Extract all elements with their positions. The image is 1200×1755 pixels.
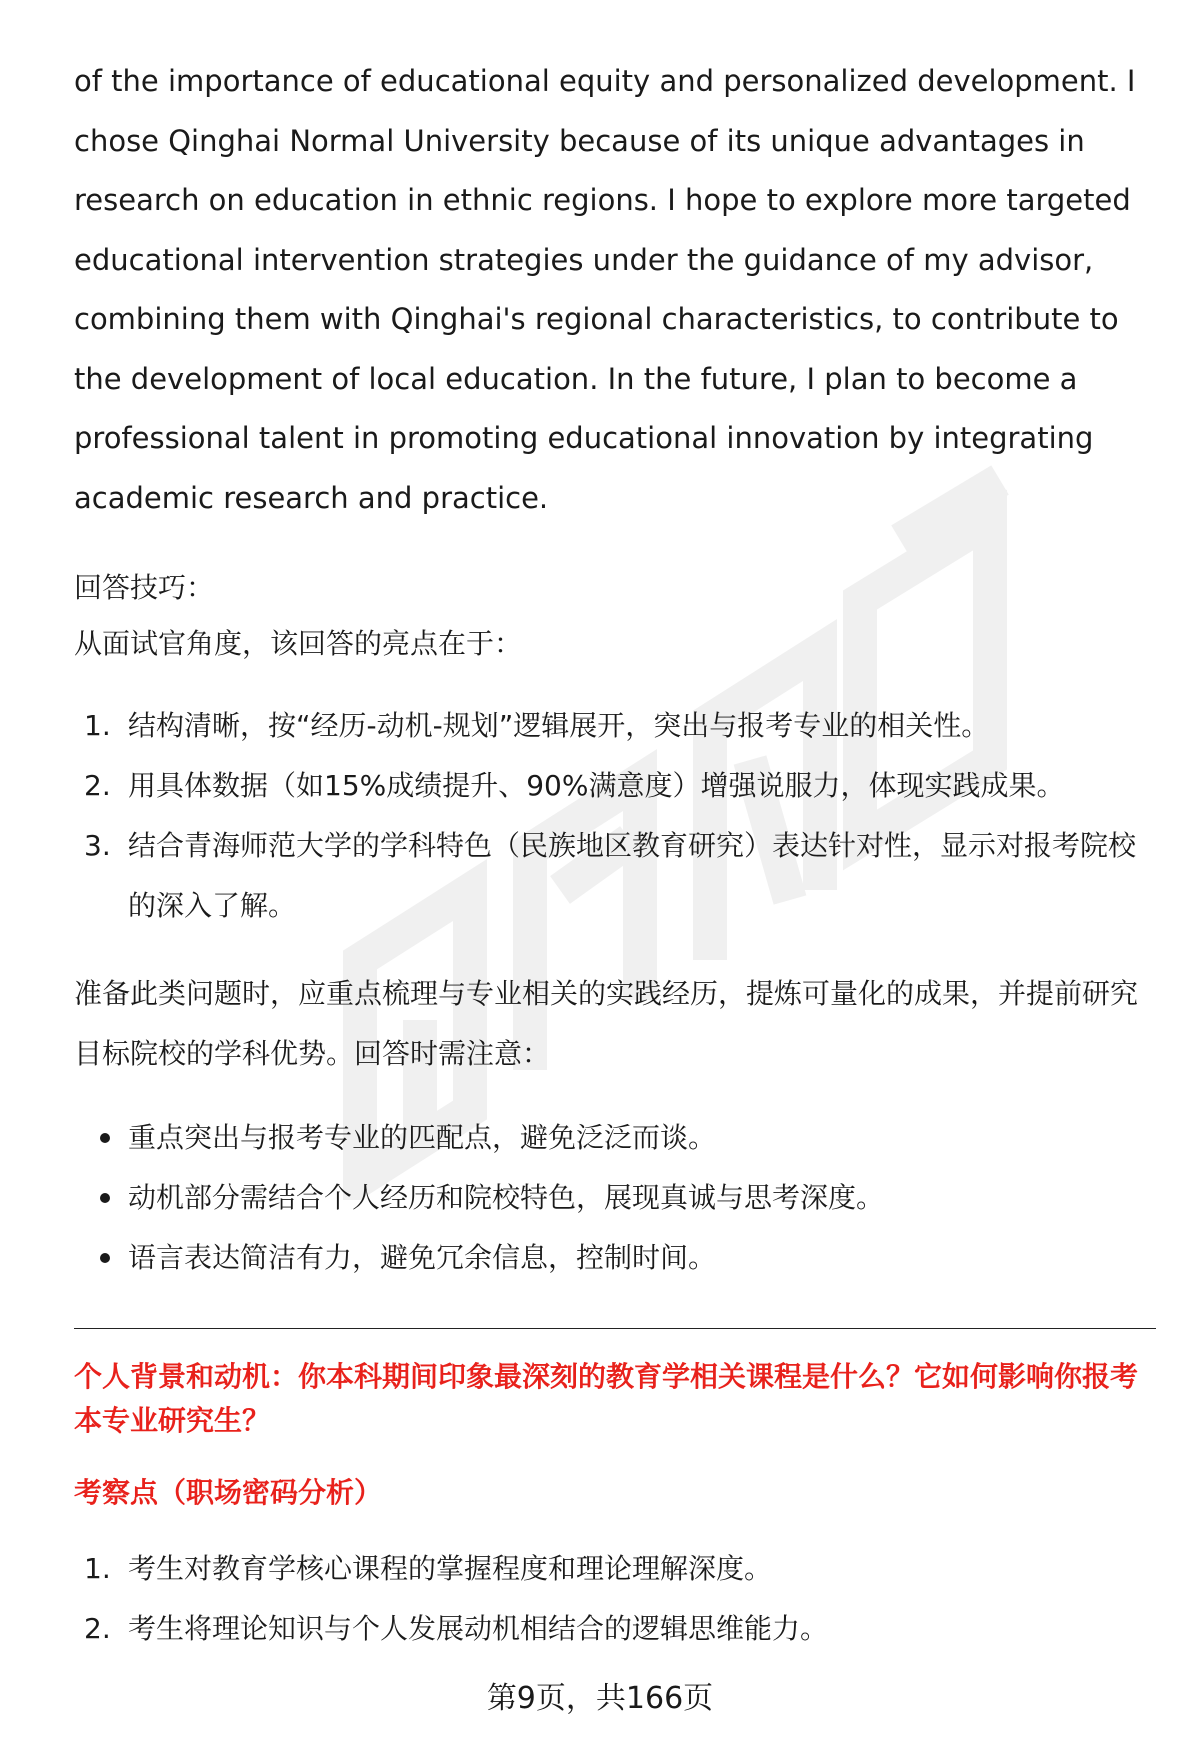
list-item-text: 用具体数据（如15%成绩提升、90%满意度）增强说服力，体现实践成果。 [128,769,1065,802]
question-heading: 个人背景和动机：你本科期间印象最深刻的教育学相关课程是什么？它如何影响你报考本专业研究生？ [74,1360,1139,1437]
list-item-text: 动机部分需结合个人经历和院校特色，展现真诚与思考深度。 [128,1181,885,1214]
page-content [74,52,1156,1659]
list-item [74,1539,1156,1599]
list-number: 1. [84,1552,111,1585]
prep-bullets [74,1108,1156,1288]
bullet-icon [100,1193,110,1203]
tips-intro: 从面试官角度，该回答的亮点在于： [74,627,523,660]
list-item [74,756,1156,816]
list-item [74,1228,1156,1288]
tips-label: 回答技巧： [74,571,215,604]
list-item [74,696,1156,756]
list-item-text: 考生将理论知识与个人发展动机相结合的逻辑思维能力。 [128,1612,829,1645]
list-item [74,1108,1156,1168]
list-item-text: 结构清晰，按“经历-动机-规划”逻辑展开，突出与报考专业的相关性。 [128,709,990,742]
assessment-points-heading: 考察点（职场密码分析） [74,1476,383,1509]
list-item-text: 结合青海师范大学的学科特色（民族地区教育研究）表达针对性，显示对报考院校的深入了解。 [128,829,1137,922]
section-divider [74,1328,1156,1329]
list-item [74,816,1156,936]
prep-paragraph: 准备此类问题时，应重点梳理与专业相关的实践经历，提炼可量化的成果，并提前研究目标院校的学科优势。回答时需注意： [74,977,1139,1070]
page-indicator: 第9页，共166页 [486,1681,714,1716]
tips-list [74,696,1156,936]
list-item [74,1599,1156,1659]
assessment-points-list [74,1539,1156,1659]
intro-paragraph: of the importance of educational equity and personalized development. I chose Qinghai Normal University because of its unique advantages in research on education in ethnic regions. I hope to explore more targeted educational intervention strategies under the guidance of my advisor, combining them with Qinghai's regional characteristics, to contribute to the development of local education. In the future, I plan to become a professional talent in promoting educational innovation by integrating academic research and practice. [74,64,1136,515]
bullet-icon [100,1133,110,1143]
list-item-text: 考生对教育学核心课程的掌握程度和理论理解深度。 [128,1552,773,1585]
list-number: 2. [84,1612,111,1645]
list-number: 2. [84,769,111,802]
list-item [74,1168,1156,1228]
list-number: 1. [84,709,111,742]
list-item-text: 重点突出与报考专业的匹配点，避免泛泛而谈。 [128,1121,717,1154]
bullet-icon [100,1253,110,1263]
list-number: 3. [84,829,111,862]
list-item-text: 语言表达简洁有力，避免冗余信息，控制时间。 [128,1241,717,1274]
